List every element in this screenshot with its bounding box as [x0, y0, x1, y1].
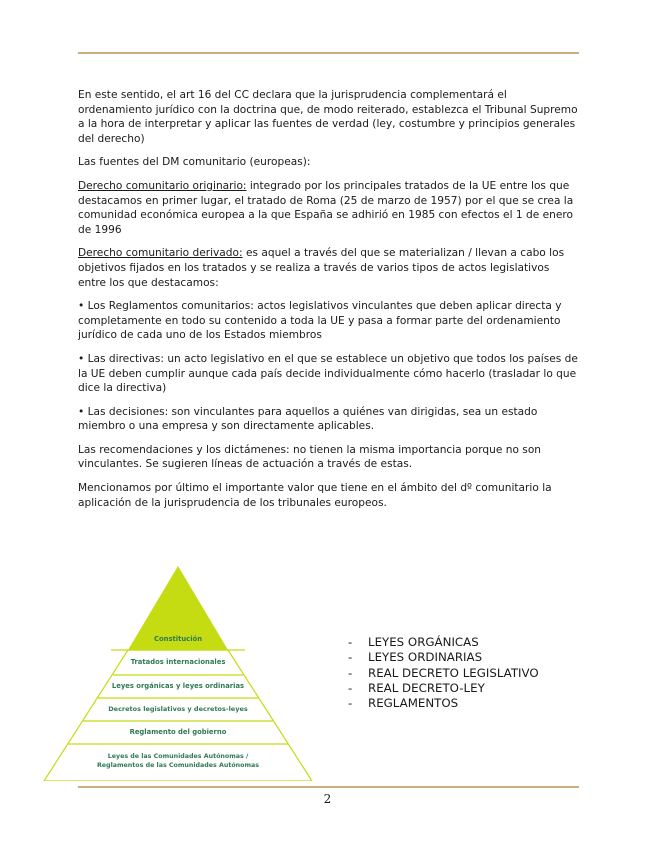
list-item-text: REAL DECRETO-LEY — [368, 680, 485, 695]
paragraph-art16: En este sentido, el art 16 del CC declara que la jurisprudencia complementará el ordenamiento jurídico con la doctrina que, de modo reiterado, establezca el Tribunal Supremo a la hora de interpretar y aplicar las fuentes de verdad (ley, costumbre y principios generales del derecho) — [78, 89, 578, 145]
paragraph-decisiones: • Las decisiones: son vinculantes para aquellos a quiénes van dirigidas, sea un estado miembro o una empresa y son directamente aplicables. — [78, 405, 538, 433]
list-bullet: - — [348, 635, 353, 649]
list-item — [348, 650, 539, 665]
term-originario: Derecho comunitario originario: — [78, 179, 247, 192]
list-item-text: REAL DECRETO LEGISLATIVO — [368, 665, 539, 680]
page-number: 2 — [323, 792, 332, 806]
list-item-text: REGLAMENTOS — [368, 696, 459, 711]
paragraph-fuentes: Las fuentes del DM comunitario (europeas): — [78, 156, 311, 169]
list-bullet: - — [348, 650, 353, 665]
paragraph-originario — [78, 179, 578, 237]
header-rule — [78, 52, 579, 54]
pyramid-level-decretos: Decretos legislativos y decretos-leyes — [108, 705, 248, 713]
list-item — [348, 635, 539, 650]
list-item-text: LEYES ORDINARIAS — [368, 650, 483, 665]
pyramid-level-reglamento: Reglamento del gobierno — [129, 728, 227, 736]
pyramid-level-leyes: Leyes orgánicas y leyes ordinarias — [111, 682, 245, 690]
list-bullet: - — [348, 680, 353, 695]
pyramid-level-ccaa-leyes: Leyes de las Comunidades Autónomas / — [107, 753, 249, 760]
list-item — [348, 696, 539, 711]
laws-list — [348, 635, 539, 711]
paragraph-reglamentos: • Los Reglamentos comunitarios: actos legislativos vinculantes que deben aplicar directa y completamente en todo su contenido a toda la UE y pasa a formar parte del ordenamiento jurídico de cada uno de los Estados miembros — [78, 300, 562, 342]
kelsen-pyramid — [43, 566, 313, 781]
paragraph-derivado — [78, 246, 578, 290]
footer-rule — [78, 786, 579, 788]
paragraph-jurisprudencia: Mencionamos por último el importante valor que tiene en el ámbito del dº comunitario la aplicación de la jurisprudencia de los tribunales europeos. — [78, 482, 552, 509]
pyramid-level-tratados: Tratados internacionales — [130, 658, 226, 666]
list-item — [348, 681, 539, 696]
text-derivado: es aquel a través del que se materializan / llevan a cabo los objetivos fijados en los tratados y se realiza a través de varios tipos de actos legislativos entre los que destacamos: — [78, 247, 565, 289]
term-derivado: Derecho comunitario derivado: — [78, 247, 243, 260]
list-item — [348, 666, 539, 681]
pyramid-level-ccaa-reglamentos: Reglamentos de las Comunidades Autónomas — [96, 762, 260, 769]
list-item-text: LEYES ORGÁNICAS — [368, 635, 479, 649]
list-bullet: - — [348, 665, 353, 680]
text-originario: integrado por los principales tratados de la UE entre los que destacamos en primer lugar, el tratado de Roma (25 de marzo de 1957) por el que se crea la comunidad económica europea a la que España se adhirió en 1985 con efectos el 1 de enero de 1996 — [78, 179, 574, 236]
pyramid-level-constitucion: Constitución — [153, 635, 203, 643]
list-bullet: - — [348, 696, 353, 711]
paragraph-recomendaciones: Las recomendaciones y los dictámenes: no tienen la misma importancia porque no son vinculantes. Se sugieren líneas de actuación a través de estas. — [78, 443, 542, 471]
paragraph-directivas: • Las directivas: un acto legislativo en el que se establece un objetivo que todos los países de la UE deben cumplir aunque cada país decide individualmente cómo hacerlo (trasladar lo que dice la directiva) — [78, 352, 578, 395]
body-text — [78, 88, 578, 519]
